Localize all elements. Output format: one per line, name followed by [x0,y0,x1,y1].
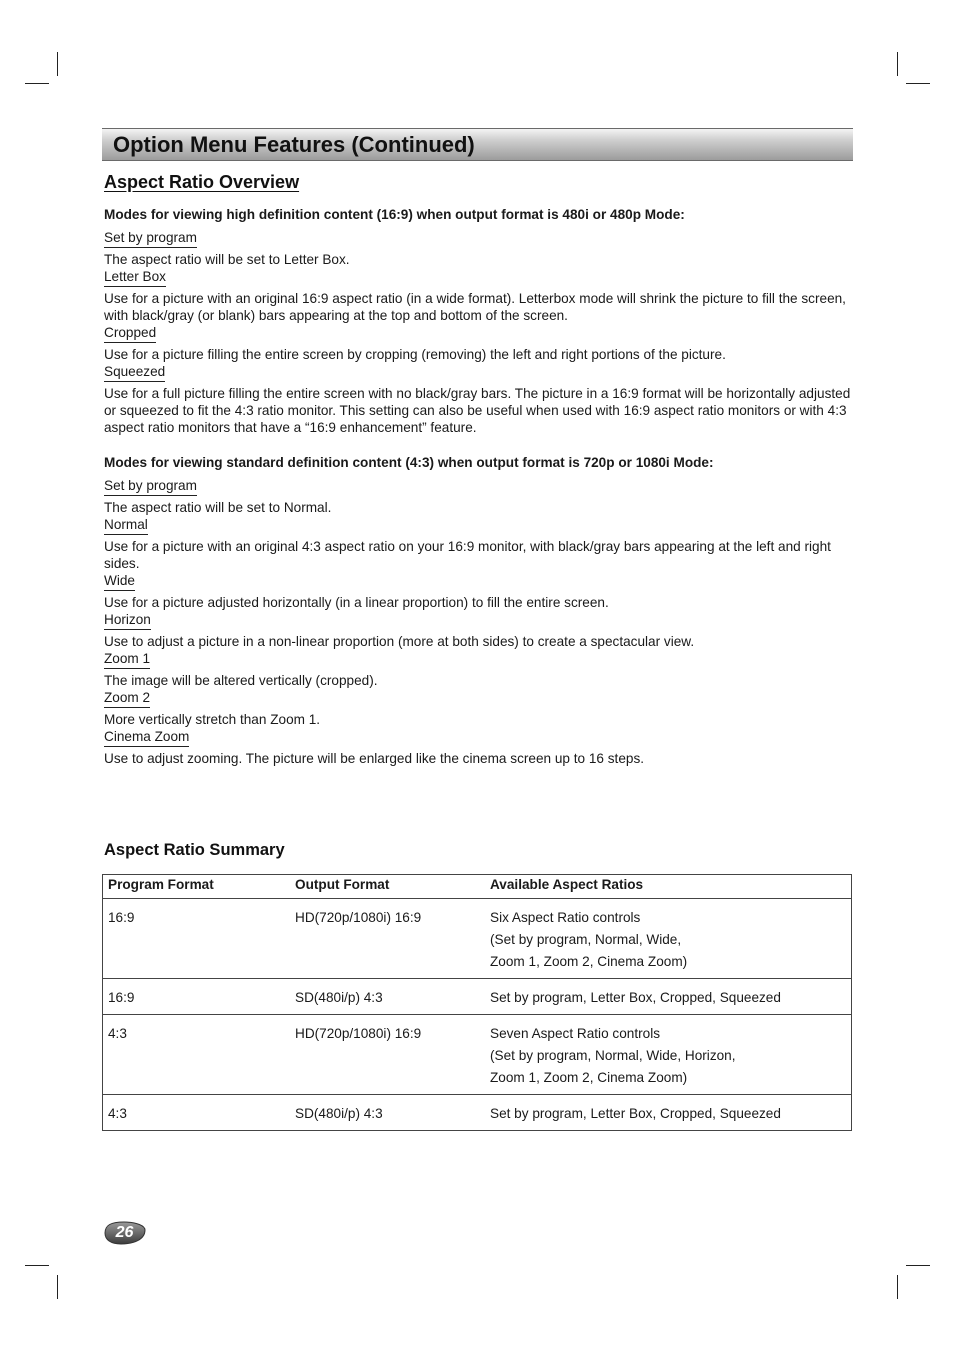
table-cell: SD(480i/p) 4:3 [290,979,485,1015]
table-row [103,1015,852,1095]
crop-mark [897,1275,898,1299]
mode-item [104,572,854,611]
mode-item [104,324,854,363]
crop-mark [25,1265,49,1266]
mode-term: Cinema Zoom [104,728,189,747]
table-cell: 16:9 [103,979,291,1015]
mode-item [104,516,854,572]
mode-description: Use to adjust a picture in a non-linear proportion (more at both sides) to create a spectacular view. [104,634,695,649]
cell-line: Set by program, Letter Box, Cropped, Squeezed [490,1106,781,1121]
sd-modes-heading: Modes for viewing standard definition content (4:3) when output format is 720p or 1080i Mode: [104,455,714,470]
mode-item [104,728,854,767]
mode-description: Use for a picture with an original 4:3 aspect ratio on your 16:9 monitor, with black/gray bars appearing at the left and right sides. [104,539,831,571]
crop-mark [906,83,930,84]
mode-item [104,689,854,728]
table-row [103,899,852,979]
summary-table [102,874,852,1131]
mode-item [104,363,854,436]
cell-line: Six Aspect Ratio controls [490,910,641,925]
mode-term: Cropped [104,324,156,343]
crop-mark [57,1275,58,1299]
hd-modes-heading: Modes for viewing high definition content (16:9) when output format is 480i or 480p Mode: [104,207,685,222]
page-number: 26 [115,1224,134,1241]
mode-item [104,650,854,689]
mode-term: Set by program [104,229,197,248]
mode-term: Squeezed [104,363,165,382]
column-header: Available Aspect Ratios [485,875,852,899]
table-cell: HD(720p/1080i) 16:9 [290,1015,485,1095]
cell-line: Set by program, Letter Box, Cropped, Squeezed [490,990,781,1005]
table-cell: 4:3 [103,1095,291,1131]
mode-item [104,268,854,324]
table-cell: 4:3 [103,1015,291,1095]
cell-line: (Set by program, Normal, Wide, Horizon, [490,1048,736,1063]
mode-term: Set by program [104,477,197,496]
mode-term: Letter Box [104,268,166,287]
mode-item [104,229,854,268]
table-cell: HD(720p/1080i) 16:9 [290,899,485,979]
mode-term: Normal [104,516,148,535]
page-title: Option Menu Features (Continued) [113,132,475,157]
mode-term: Horizon [104,611,151,630]
column-header: Output Format [290,875,485,899]
table-cell [485,1095,852,1131]
mode-description: More vertically stretch than Zoom 1. [104,712,321,727]
table-cell [485,979,852,1015]
mode-description: Use for a full picture filling the entire screen with no black/gray bars. The picture in a 16:9 format will be horizontally adjusted or squeezed to fit the 4:3 ratio monitor. This setting can also be useful when used with 16:9 aspect ratio monitors or with 4:3 aspect ratio monitors that have a “16:9 enhancement” feature. [104,386,851,435]
table-row [103,1095,852,1131]
cell-line: Zoom 1, Zoom 2, Cinema Zoom) [490,954,688,969]
cell-line: (Set by program, Normal, Wide, [490,932,682,947]
overview-heading: Aspect Ratio Overview [104,172,300,192]
sd-modes-section [104,454,854,767]
mode-term: Zoom 1 [104,650,150,669]
table-cell: 16:9 [103,899,291,979]
mode-description: The image will be altered vertically (cropped). [104,673,378,688]
mode-description: The aspect ratio will be set to Letter Box. [104,252,350,267]
table-cell [485,1015,852,1095]
hd-modes-section [104,206,854,436]
mode-description: Use for a picture with an original 16:9 aspect ratio (in a wide format). Letterbox mode will shrink the picture to fill the screen, with black/gray (or blank) bars appearing at the top and bottom of the screen. [104,291,846,323]
summary-heading: Aspect Ratio Summary [104,841,285,859]
table-header-row [103,875,852,899]
table-row [103,979,852,1015]
mode-term: Zoom 2 [104,689,150,708]
mode-item [104,477,854,516]
mode-description: Use for a picture filling the entire screen by cropping (removing) the left and right portions of the picture. [104,347,726,362]
table-cell [485,899,852,979]
crop-mark [897,52,898,76]
sd-mode-list [104,477,854,767]
crop-mark [57,52,58,76]
crop-mark [25,83,49,84]
cell-line: Seven Aspect Ratio controls [490,1026,661,1041]
hd-mode-list [104,229,854,436]
mode-description: The aspect ratio will be set to Normal. [104,500,332,515]
header-banner [102,128,853,161]
cell-line: Zoom 1, Zoom 2, Cinema Zoom) [490,1070,688,1085]
table-cell: SD(480i/p) 4:3 [290,1095,485,1131]
mode-item [104,611,854,650]
mode-description: Use to adjust zooming. The picture will be enlarged like the cinema screen up to 16 steps. [104,751,645,766]
mode-term: Wide [104,572,135,591]
column-header: Program Format [103,875,291,899]
crop-mark [906,1265,930,1266]
mode-description: Use for a picture adjusted horizontally (in a linear proportion) to fill the entire screen. [104,595,609,610]
